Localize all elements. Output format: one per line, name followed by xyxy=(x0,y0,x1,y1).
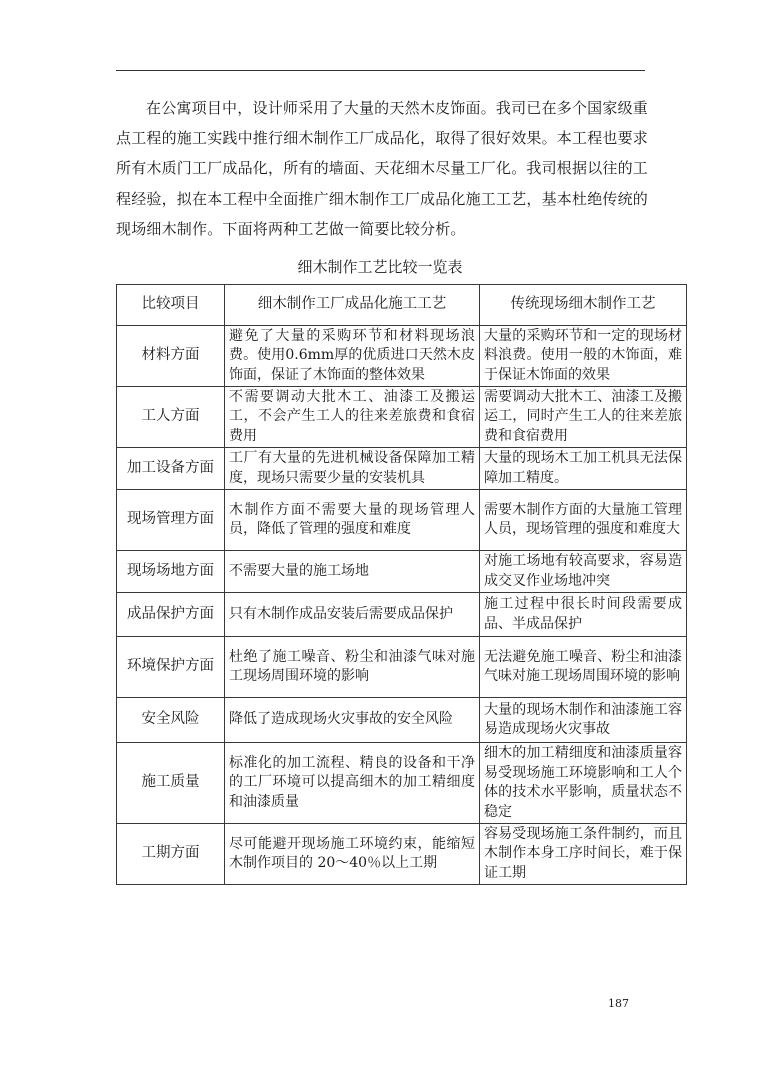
traditional-cell: 大量的现场木制作和油漆施工容易造成现场火灾事故 xyxy=(480,698,687,743)
traditional-cell: 对施工场地有较高要求，容易造成交叉作业场地冲突 xyxy=(480,551,687,593)
table-row xyxy=(117,326,687,387)
intro-paragraph: 在公寓项目中，设计师采用了大量的天然木皮饰面。我司已在多个国家级重点工程的施工实践中推行细木制作工厂成品化，取得了很好效果。本工程也要求所有木质门工厂成品化，所有的墙面、天花细木尽量工厂化。我司根据以往的工程经验，拟在本工程中全面推广细木制作工厂成品化施工工艺，基本杜绝传统的现场细木制作。下面将两种工艺做一简要比较分析。 xyxy=(116,99,649,238)
factory-cell: 杜绝了施工噪音、粉尘和油漆气味对施工现场周围环境的影响 xyxy=(225,637,480,698)
table-row xyxy=(117,637,687,698)
row-item-cell: 环境保护方面 xyxy=(117,637,225,698)
table-row xyxy=(117,448,687,490)
traditional-cell: 细木的加工精细度和油漆质量容易受现场施工环境影响和工人个体的技术水平影响，质量状态不稳定 xyxy=(480,743,687,824)
table-title: 细木制作工艺比较一览表 xyxy=(297,258,463,276)
table-row xyxy=(117,698,687,743)
table-row xyxy=(117,490,687,551)
column-header-item: 比较项目 xyxy=(117,285,225,326)
row-item-cell: 加工设备方面 xyxy=(117,448,225,490)
row-item-cell: 施工质量 xyxy=(117,743,225,824)
traditional-cell: 容易受现场施工条件制约，而且木制作本身工序时间长，难于保证工期 xyxy=(480,824,687,885)
comparison-table xyxy=(116,284,687,885)
table-header-row xyxy=(117,285,687,326)
factory-cell: 工厂有大量的先进机械设备保障加工精度，现场只需要少量的安装机具 xyxy=(225,448,480,490)
table-row xyxy=(117,551,687,593)
row-item-cell: 成品保护方面 xyxy=(117,593,225,637)
row-item-cell: 工人方面 xyxy=(117,387,225,448)
factory-cell: 不需要调动大批木工、油漆工及搬运工，不会产生工人的往来差旅费和食宿费用 xyxy=(225,387,480,448)
column-header-traditional: 传统现场细木制作工艺 xyxy=(480,285,687,326)
row-item-cell: 现场场地方面 xyxy=(117,551,225,593)
factory-cell: 降低了造成现场火灾事故的安全风险 xyxy=(225,698,480,743)
table-row xyxy=(117,387,687,448)
intro-section xyxy=(116,93,648,244)
row-item-cell: 工期方面 xyxy=(117,824,225,885)
traditional-cell: 需要调动大批木工、油漆工及搬运工，同时产生工人的往来差旅费和食宿费用 xyxy=(480,387,687,448)
factory-cell: 木制作方面不需要大量的现场管理人员，降低了管理的强度和难度 xyxy=(225,490,480,551)
table-row xyxy=(117,593,687,637)
header-rule xyxy=(116,70,645,71)
column-header-factory: 细木制作工厂成品化施工工艺 xyxy=(225,285,480,326)
page-number: 187 xyxy=(608,997,629,1010)
traditional-cell: 施工过程中很长时间段需要成品、半成品保护 xyxy=(480,593,687,637)
traditional-cell: 无法避免施工噪音、粉尘和油漆气味对施工现场周围环境的影响 xyxy=(480,637,687,698)
factory-cell: 标准化的加工流程、精良的设备和干净的工厂环境可以提高细木的加工精细度和油漆质量 xyxy=(225,743,480,824)
factory-cell: 只有木制作成品安装后需要成品保护 xyxy=(225,593,480,637)
factory-cell: 尽可能避开现场施工环境约束，能缩短木制作项目的 20～40％以上工期 xyxy=(225,824,480,885)
traditional-cell: 需要木制作方面的大量施工管理人员，现场管理的强度和难度大 xyxy=(480,490,687,551)
table-row xyxy=(117,824,687,885)
row-item-cell: 材料方面 xyxy=(117,326,225,387)
traditional-cell: 大量的采购环节和一定的现场材料浪费。使用一般的木饰面，难于保证木饰面的效果 xyxy=(480,326,687,387)
row-item-cell: 现场管理方面 xyxy=(117,490,225,551)
factory-cell: 避免了大量的采购环节和材料现场浪费。使用0.6mm厚的优质进口天然木皮饰面，保证了木饰面的整体效果 xyxy=(225,326,480,387)
table-row xyxy=(117,743,687,824)
traditional-cell: 大量的现场木工加工机具无法保障加工精度。 xyxy=(480,448,687,490)
factory-cell: 不需要大量的施工场地 xyxy=(225,551,480,593)
row-item-cell: 安全风险 xyxy=(117,698,225,743)
